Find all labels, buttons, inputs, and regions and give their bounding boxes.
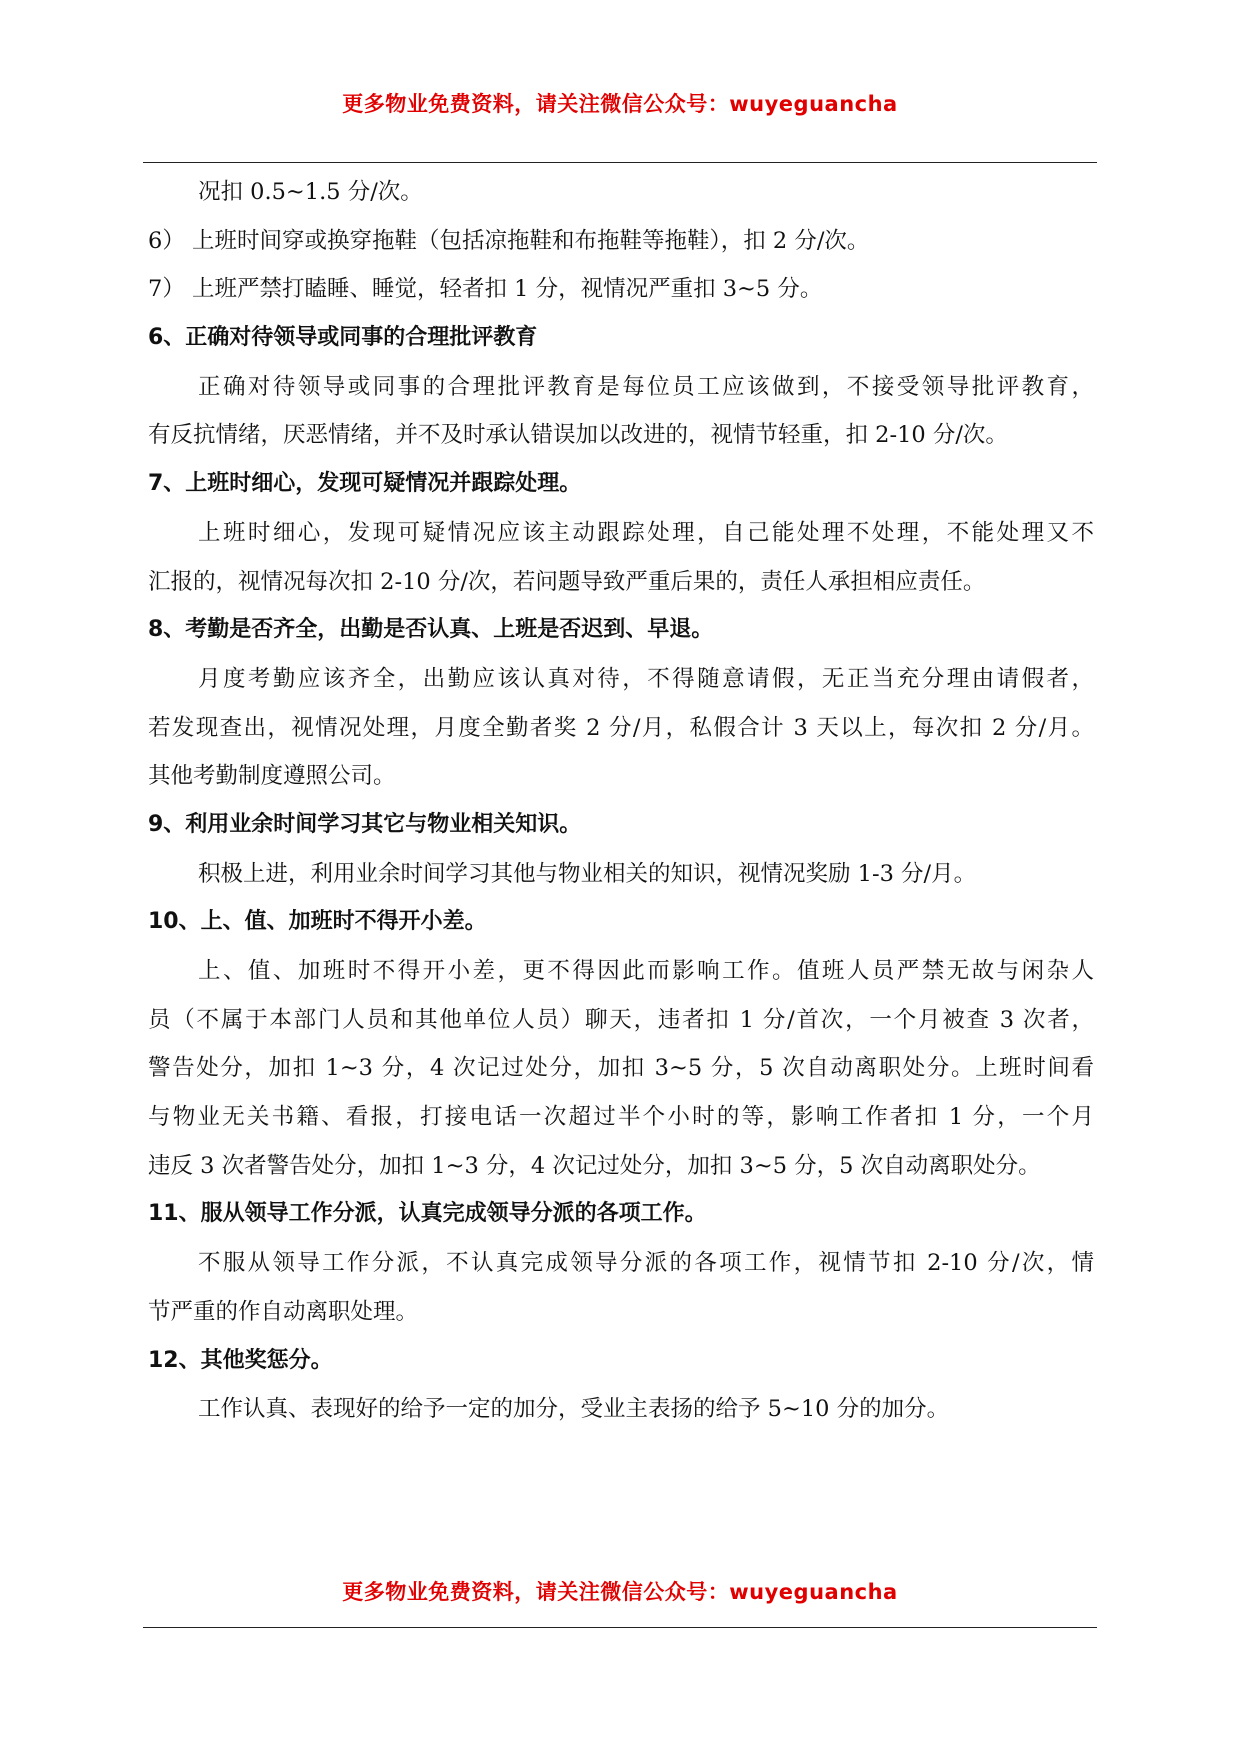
body-line: 警告处分，加扣 1~3 分，4 次记过处分，加扣 3~5 分，5 次自动离职处分。上班时间看 <box>148 1055 1094 1082</box>
section-heading-11: 11、服从领导工作分派，认真完成领导分派的各项工作。 <box>148 1201 707 1227</box>
body-line: 月度考勤应该齐全，出勤应该认真对待，不得随意请假，无正当充分理由请假者， <box>198 665 1094 692</box>
body-line: 员（不属于本部门人员和其他单位人员）聊天，违者扣 1 分/首次，一个月被查 3 次者， <box>148 1006 1094 1033</box>
body-line: 汇报的，视情况每次扣 2-10 分/次，若问题导致严重后果的，责任人承担相应责任。 <box>148 568 986 595</box>
section-heading-6: 6、正确对待领导或同事的合理批评教育 <box>148 325 538 351</box>
section-heading-10: 10、上、值、加班时不得开小差。 <box>148 909 487 935</box>
body-line: 不服从领导工作分派，不认真完成领导分派的各项工作，视情节扣 2-10 分/次，情 <box>198 1250 1094 1277</box>
list-item-6: 6） 上班时间穿或换穿拖鞋（包括凉拖鞋和布拖鞋等拖鞋），扣 2 分/次。 <box>148 227 870 254</box>
body-line: 若发现查出，视情况处理，月度全勤者奖 2 分/月，私假合计 3 天以上，每次扣 2 分/月。 <box>148 714 1094 741</box>
body-line: 工作认真、表现好的给予一定的加分，受业主表扬的给予 5~10 分的加分。 <box>198 1396 950 1423</box>
header-divider <box>143 162 1097 163</box>
section-heading-7: 7、上班时细心，发现可疑情况并跟踪处理。 <box>148 471 582 497</box>
body-line: 节严重的作自动离职处理。 <box>148 1298 419 1325</box>
body-line: 上、值、加班时不得开小差，更不得因此而影响工作。值班人员严禁无故与闲杂人 <box>198 958 1094 984</box>
body-line: 与物业无关书籍、看报，打接电话一次超过半个小时的等，影响工作者扣 1 分，一个月 <box>148 1104 1094 1131</box>
list-item-7: 7） 上班严禁打瞌睡、睡觉，轻者扣 1 分，视情况严重扣 3~5 分。 <box>148 276 823 303</box>
body-line: 积极上进，利用业余时间学习其他与物业相关的知识，视情况奖励 1-3 分/月。 <box>198 860 977 887</box>
body-line: 况扣 0.5~1.5 分/次。 <box>198 179 423 205</box>
footer-promo-text: 更多物业免费资料，请关注微信公众号：wuyeguancha <box>342 1580 898 1604</box>
body-line: 正确对待领导或同事的合理批评教育是每位员工应该做到，不接受领导批评教育， <box>198 373 1094 400</box>
section-heading-12: 12、其他奖惩分。 <box>148 1347 333 1373</box>
section-heading-8: 8、考勤是否齐全，出勤是否认真、上班是否迟到、早退。 <box>148 617 714 643</box>
body-line: 上班时细心，发现可疑情况应该主动跟踪处理，自己能处理不处理，不能处理又不 <box>198 519 1094 546</box>
header-promo-text: 更多物业免费资料，请关注微信公众号：wuyeguancha <box>342 92 898 116</box>
body-line: 有反抗情绪，厌恶情绪，并不及时承认错误加以改进的，视情节轻重，扣 2-10 分/次。 <box>148 422 1008 449</box>
body-line: 违反 3 次者警告处分，加扣 1~3 分，4 次记过处分，加扣 3~5 分，5 次自动离职处分。 <box>148 1152 1041 1179</box>
document-body <box>148 168 1094 1434</box>
section-heading-9: 9、利用业余时间学习其它与物业相关知识。 <box>148 811 582 837</box>
body-line: 其他考勤制度遵照公司。 <box>148 763 396 790</box>
footer-divider <box>143 1627 1097 1628</box>
